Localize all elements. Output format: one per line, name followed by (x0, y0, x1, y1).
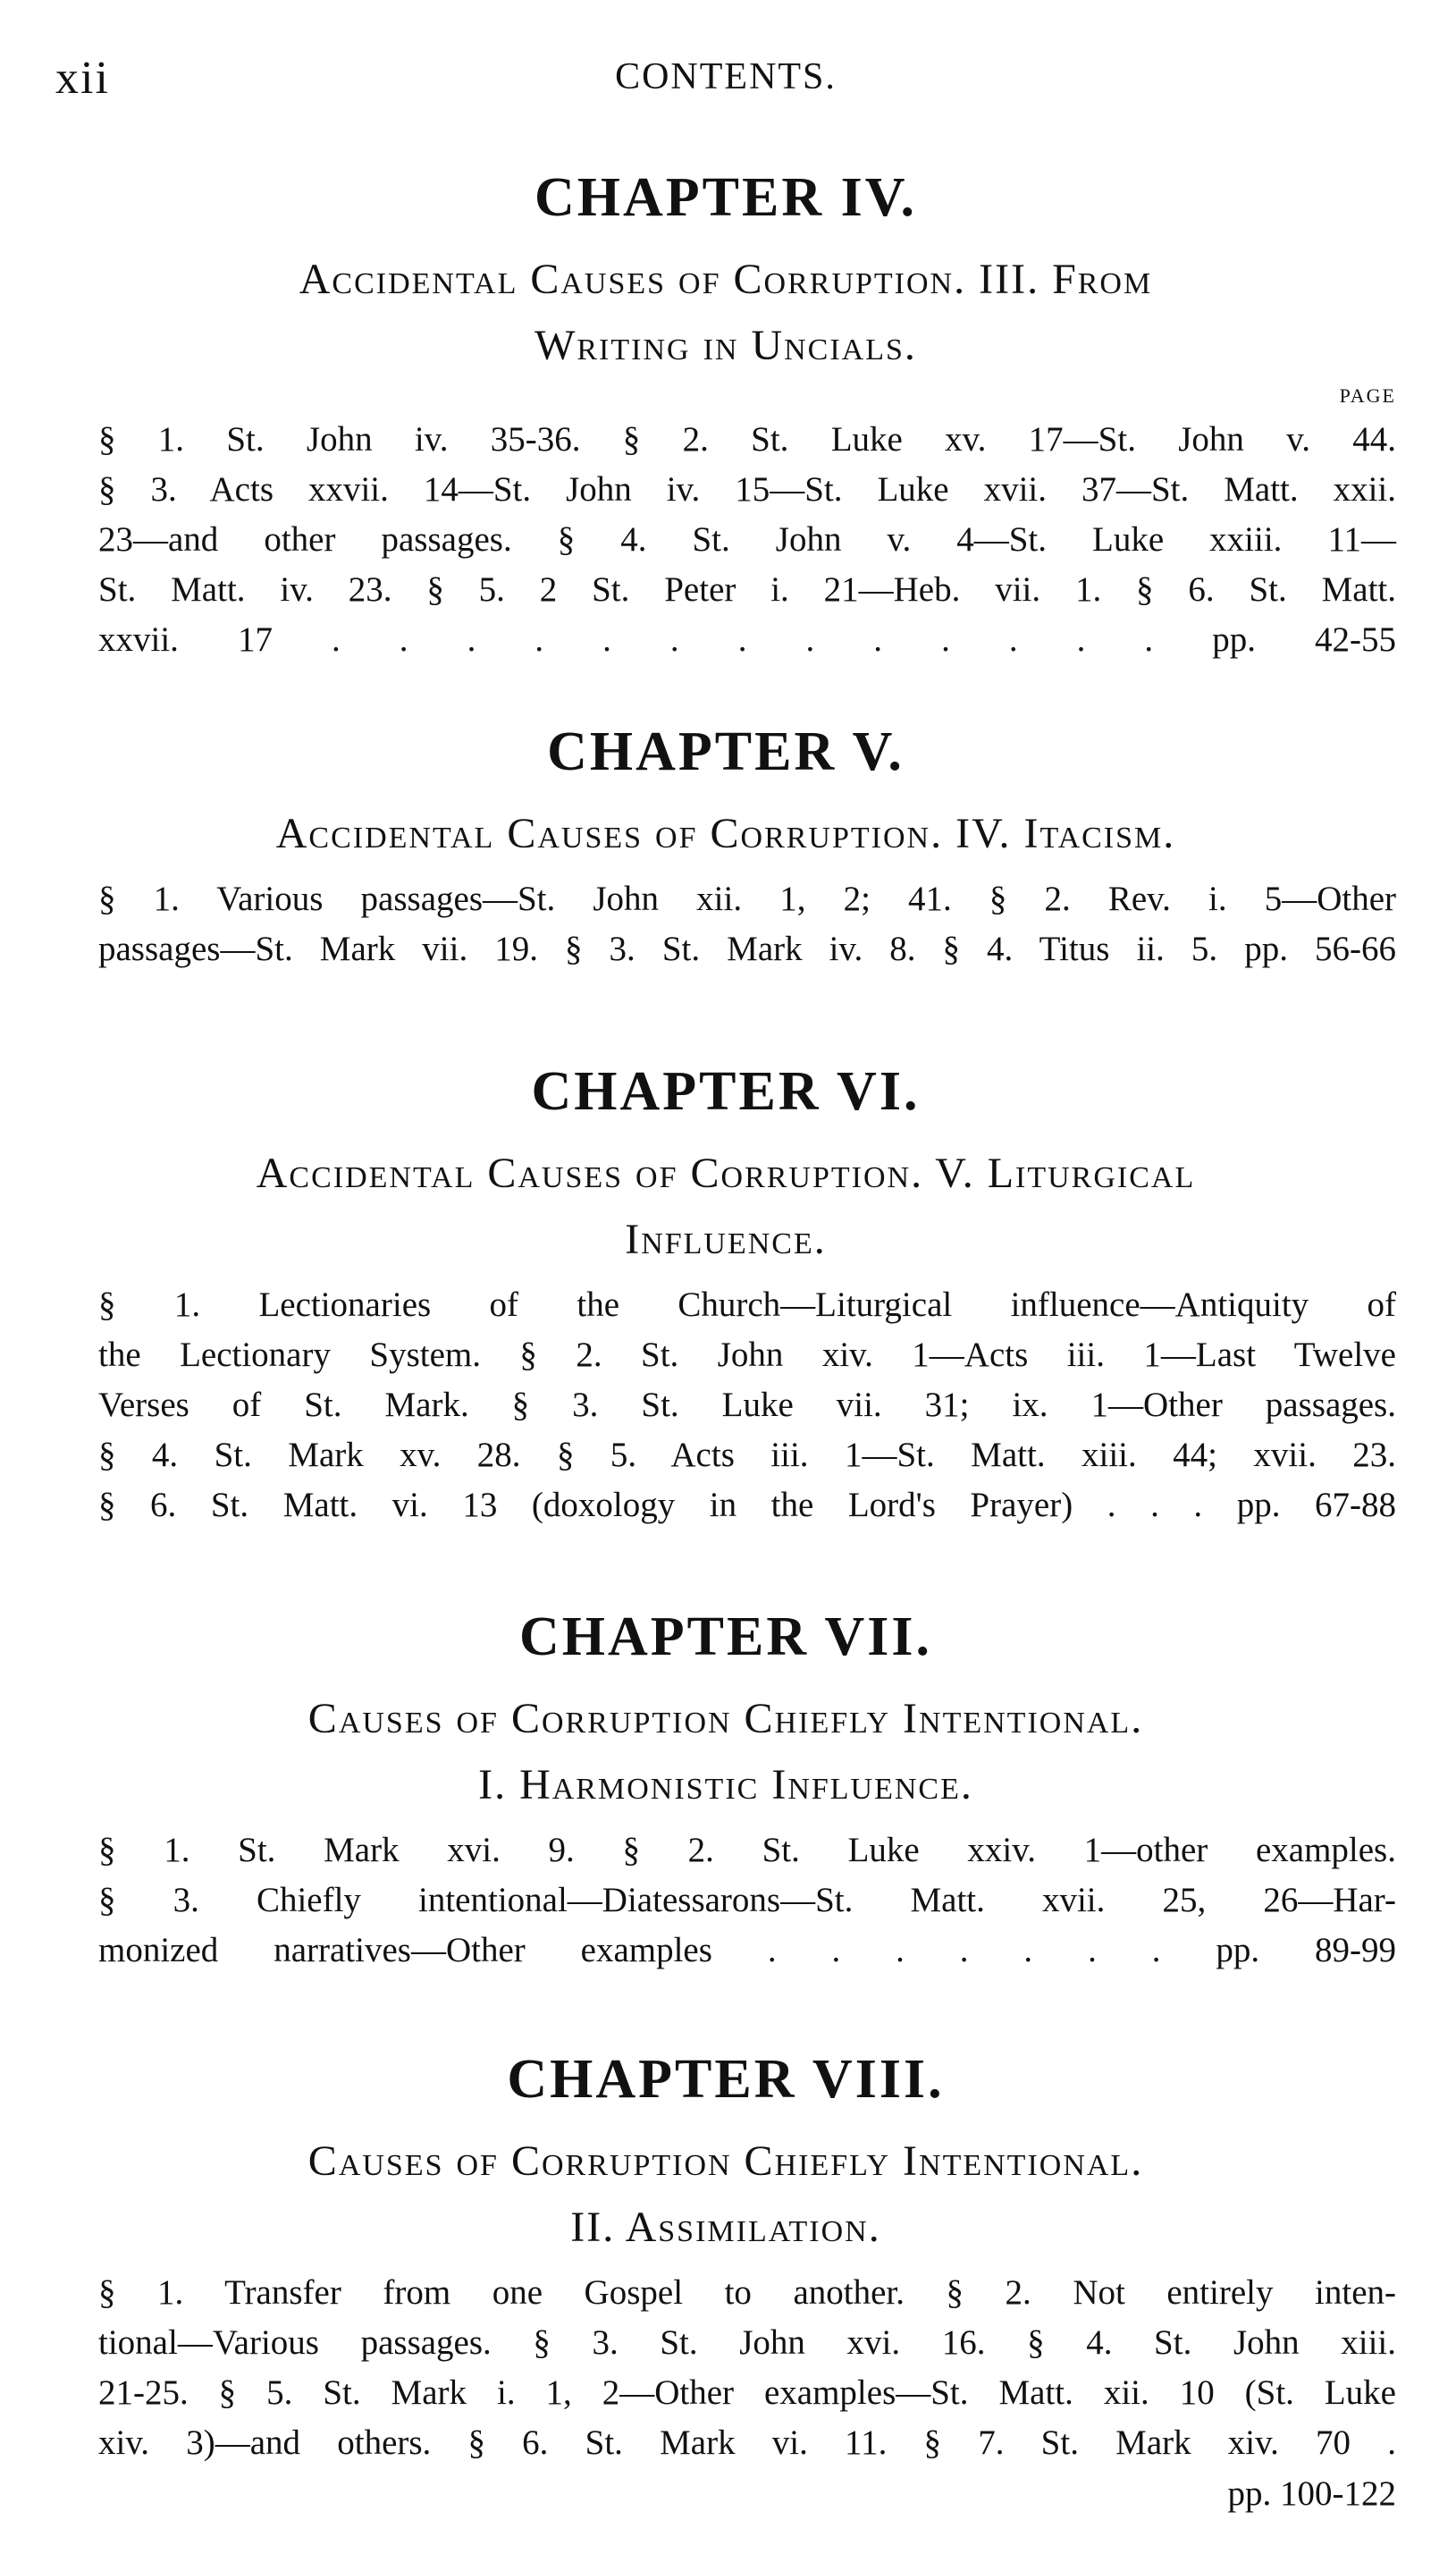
chapter-vii (55, 1606, 1396, 1976)
chapter-summary (55, 1280, 1396, 1530)
chapter-heading: CHAPTER IV. (534, 167, 918, 228)
summary-line: § 6. St. Matt. vi. 13 (doxology in the Lord's Prayer) . . . pp. 67-88 (98, 1486, 1396, 1524)
chapter-vi (55, 1061, 1396, 1530)
summary-line: § 1. Various passages—St. John xii. 1, 2; 41. § 2. Rev. i. 5—Other (98, 880, 1396, 918)
chapter-subtitle (55, 1141, 1396, 1273)
subtitle-line: Causes of Corruption Chiefly Intentional. (307, 2137, 1144, 2185)
chapter-subtitle (55, 1686, 1396, 1818)
chapter-summary (55, 2268, 1396, 2468)
running-head (55, 52, 1396, 114)
subtitle-line: Accidental Causes of Corruption. V. Liturgical (256, 1150, 1196, 1197)
subtitle-line: Accidental Causes of Corruption. III. From (299, 256, 1153, 303)
chapter-summary (55, 874, 1396, 974)
summary-line: tional—Various passages. § 3. St. John xvi. 16. § 4. St. John xiii. (98, 2323, 1396, 2362)
page-range: pp. 100-122 (1227, 2474, 1396, 2513)
chapter-heading: CHAPTER VII. (518, 1606, 933, 1667)
chapter-viii (55, 2049, 1396, 2514)
summary-line: Verses of St. Mark. § 3. St. Luke vii. 31; ix. 1—Other passages. (98, 1386, 1396, 1424)
chapter-subtitle (55, 2128, 1396, 2261)
chapter-heading: CHAPTER V. (547, 721, 905, 782)
summary-line: § 3. Chiefly intentional—Diatessarons—St. Matt. xvii. 25, 26—Har- (98, 1881, 1396, 1919)
summary-line: § 4. St. Mark xv. 28. § 5. Acts iii. 1—St. Matt. xiii. 44; xvii. 23. (98, 1436, 1396, 1474)
chapter-v (55, 721, 1396, 974)
running-title: CONTENTS. (615, 56, 837, 97)
subtitle-line: I. Harmonistic Influence. (478, 1761, 973, 1808)
summary-line: monized narratives—Other examples . . . . . . . pp. 89-99 (98, 1931, 1396, 1969)
subtitle-line: Causes of Corruption Chiefly Intentional. (307, 1695, 1144, 1742)
summary-line: § 1. St. Mark xvi. 9. § 2. St. Luke xxiv. 1—other examples. (98, 1831, 1396, 1869)
chapter-subtitle (55, 801, 1396, 867)
subtitle-line: Influence. (625, 1216, 827, 1263)
summary-line: St. Matt. iv. 23. § 5. 2 St. Peter i. 21—Heb. vii. 1. § 6. St. Matt. (98, 570, 1396, 609)
summary-line: 21-25. § 5. St. Mark i. 1, 2—Other examples—St. Matt. xii. 10 (St. Luke (98, 2373, 1396, 2412)
summary-line: § 1. Transfer from one Gospel to another. § 2. Not entirely inten- (98, 2273, 1396, 2312)
subtitle-line: Writing in Uncials. (534, 322, 917, 369)
subtitle-line: Accidental Causes of Corruption. IV. Itacism. (275, 810, 1176, 857)
chapter-heading: CHAPTER VI. (531, 1061, 921, 1122)
summary-line: passages—St. Mark vii. 19. § 3. St. Mark iv. 8. § 4. Titus ii. 5. pp. 56-66 (98, 930, 1396, 968)
page-number: xii (55, 53, 110, 104)
chapter-summary (55, 1825, 1396, 1976)
chapter-summary (55, 415, 1396, 665)
page-column-label: PAGE (1339, 384, 1396, 407)
summary-line: § 3. Acts xxvii. 14—St. John iv. 15—St. Luke xvii. 37—St. Matt. xxii. (98, 470, 1396, 509)
summary-line: § 1. Lectionaries of the Church—Liturgical influence—Antiquity of (98, 1285, 1396, 1324)
chapter-subtitle (55, 247, 1396, 379)
chapter-iv (55, 167, 1396, 665)
summary-line: xxvii. 17 . . . . . . . . . . . . . pp. 42-55 (98, 620, 1396, 659)
summary-line: the Lectionary System. § 2. St. John xiv. 1—Acts iii. 1—Last Twelve (98, 1336, 1396, 1374)
subtitle-line: II. Assimilation. (570, 2204, 881, 2251)
summary-line: xiv. 3)—and others. § 6. St. Mark vi. 11. § 7. St. Mark xiv. 70 . (98, 2423, 1396, 2462)
summary-line: § 1. St. John iv. 35-36. § 2. St. Luke xv. 17—St. John v. 44. (98, 420, 1396, 459)
chapter-heading: CHAPTER VIII. (507, 2049, 945, 2110)
summary-line: 23—and other passages. § 4. St. John v. 4—St. Luke xxiii. 11— (98, 520, 1396, 559)
